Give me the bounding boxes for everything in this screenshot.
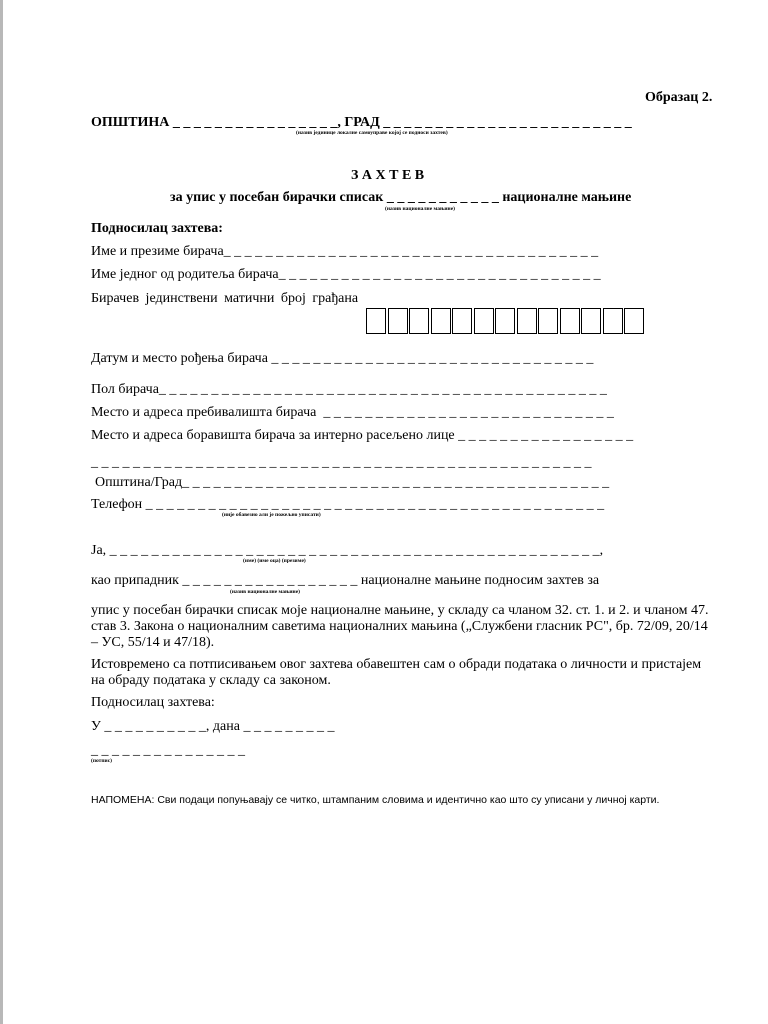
jmbg-digit-box[interactable] <box>409 308 429 334</box>
jmbg-digit-box[interactable] <box>624 308 644 334</box>
jmbg-digit-box[interactable] <box>388 308 408 334</box>
jmbg-digit-box[interactable] <box>452 308 472 334</box>
voter-name-field[interactable]: Име и презиме бирача_ _ _ _ _ _ _ _ _ _ _ _ _ _ _ _ _ _ _ _ _ _ _ _ _ _ _ _ _ _ _ _ _ _ _ _ <box>91 244 599 259</box>
legal-basis-paragraph: упис у посебан бирачки списак моје националне мањине, у складу са чланом 32. ст. 1. и 2. и чланом 47. став 3. Закона о националним саветима националних мањина („Службени гласник РС", бр. 72/09, 20/14 – УС, 55/14 и 47/18). <box>91 603 709 650</box>
jmbg-digit-box[interactable] <box>366 308 386 334</box>
declarant-name-field[interactable]: Ја, _ _ _ _ _ _ _ _ _ _ _ _ _ _ _ _ _ _ _ _ _ _ _ _ _ _ _ _ _ _ _ _ _ _ _ _ _ _ _ _ _ _ _ _ _ _ _, <box>91 543 604 558</box>
parent-name-field[interactable]: Име једног од родитеља бирача_ _ _ _ _ _ _ _ _ _ _ _ _ _ _ _ _ _ _ _ _ _ _ _ _ _ _ _ _ _ _ <box>91 267 601 282</box>
page-edge <box>0 0 3 1024</box>
residence-field[interactable]: Место и адреса пребивалишта бирача _ _ _ _ _ _ _ _ _ _ _ _ _ _ _ _ _ _ _ _ _ _ _ _ _ _ _ _ <box>91 405 614 420</box>
jmbg-digit-box[interactable] <box>517 308 537 334</box>
municipality-city-field[interactable]: Општина/Град_ _ _ _ _ _ _ _ _ _ _ _ _ _ _ _ _ _ _ _ _ _ _ _ _ _ _ _ _ _ _ _ _ _ _ _ _ _ _ _ _ <box>95 475 610 490</box>
jmbg-digit-box[interactable] <box>474 308 494 334</box>
data-consent-paragraph: Истовремено са потписивањем овог захтева обавештен сам о обради података о личности и пристајем на обраду података у складу са законом. <box>91 657 702 688</box>
form-title: З А Х Т Е В <box>351 168 425 183</box>
form-number: Образац 2. <box>645 90 713 105</box>
declarant-name-hint: (име) (име оца) (презиме) <box>243 558 306 564</box>
jmbg-digit-box[interactable] <box>431 308 451 334</box>
minority-member-field[interactable]: као припадник _ _ _ _ _ _ _ _ _ _ _ _ _ _ _ _ _ националне мањине подносим захтев за <box>91 573 600 588</box>
jmbg-digit-box[interactable] <box>538 308 558 334</box>
jmbg-label: Бирачев јединствени матични број грађана <box>91 291 359 306</box>
jmbg-digit-box[interactable] <box>581 308 601 334</box>
applicant-label: Подносилац захтева: <box>91 221 223 236</box>
phone-hint: (није обавезно али је пожељно уписати) <box>222 512 321 518</box>
jmbg-digit-box[interactable] <box>495 308 515 334</box>
footer-note: НАПОМЕНА: Сви подаци попуњавају се читко, штампаним словима и идентично као што су уписани у личној карти. <box>91 794 660 806</box>
member-minority-hint: (назив националне мањине) <box>230 589 300 595</box>
municipality-line: ОПШТИНА _ _ _ _ _ _ _ _ _ _ _ _ _ _ _ _, ГРАД _ _ _ _ _ _ _ _ _ _ _ _ _ _ _ _ _ _ _ _ _ _ _ _ <box>91 115 632 130</box>
phone-field[interactable]: Телефон _ _ _ _ _ _ _ _ _ _ _ _ _ _ _ _ _ _ _ _ _ _ _ _ _ _ _ _ _ _ _ _ _ _ _ _ _ _ _ _ _ _ _ _ <box>91 497 605 512</box>
signature-field[interactable]: _ _ _ _ _ _ _ _ _ _ _ _ _ _ _ <box>91 743 245 758</box>
place-date-field[interactable]: У _ _ _ _ _ _ _ _ _ _, дана _ _ _ _ _ _ _ _ _ <box>91 719 335 734</box>
jmbg-digit-box[interactable] <box>560 308 580 334</box>
birth-date-place-field[interactable]: Датум и место рођења бирача _ _ _ _ _ _ _ _ _ _ _ _ _ _ _ _ _ _ _ _ _ _ _ _ _ _ _ _ _ _ _ <box>91 351 594 366</box>
jmbg-boxes[interactable] <box>366 308 644 334</box>
signature-hint: (потпис) <box>91 758 112 764</box>
idp-residence-field-continued[interactable]: _ _ _ _ _ _ _ _ _ _ _ _ _ _ _ _ _ _ _ _ _ _ _ _ _ _ _ _ _ _ _ _ _ _ _ _ _ _ _ _ _ _ _ _ _ _ _ _ <box>91 455 592 470</box>
signature-label: Подносилац захтева: <box>91 695 215 710</box>
municipality-hint: (назив јединице локалне самоуправе којој се подноси захтев) <box>296 130 448 136</box>
jmbg-digit-box[interactable] <box>603 308 623 334</box>
minority-hint: (назив националне мањине) <box>385 206 455 212</box>
form-subtitle: за упис у посебан бирачки списак _ _ _ _ _ _ _ _ _ _ _ националне мањине <box>170 190 632 205</box>
sex-field[interactable]: Пол бирача_ _ _ _ _ _ _ _ _ _ _ _ _ _ _ _ _ _ _ _ _ _ _ _ _ _ _ _ _ _ _ _ _ _ _ _ _ _ _ _ _ _ _ <box>91 382 607 397</box>
idp-residence-field[interactable]: Место и адреса боравишта бирача за интерно расељено лице _ _ _ _ _ _ _ _ _ _ _ _ _ _ _ _ _ <box>91 428 634 443</box>
